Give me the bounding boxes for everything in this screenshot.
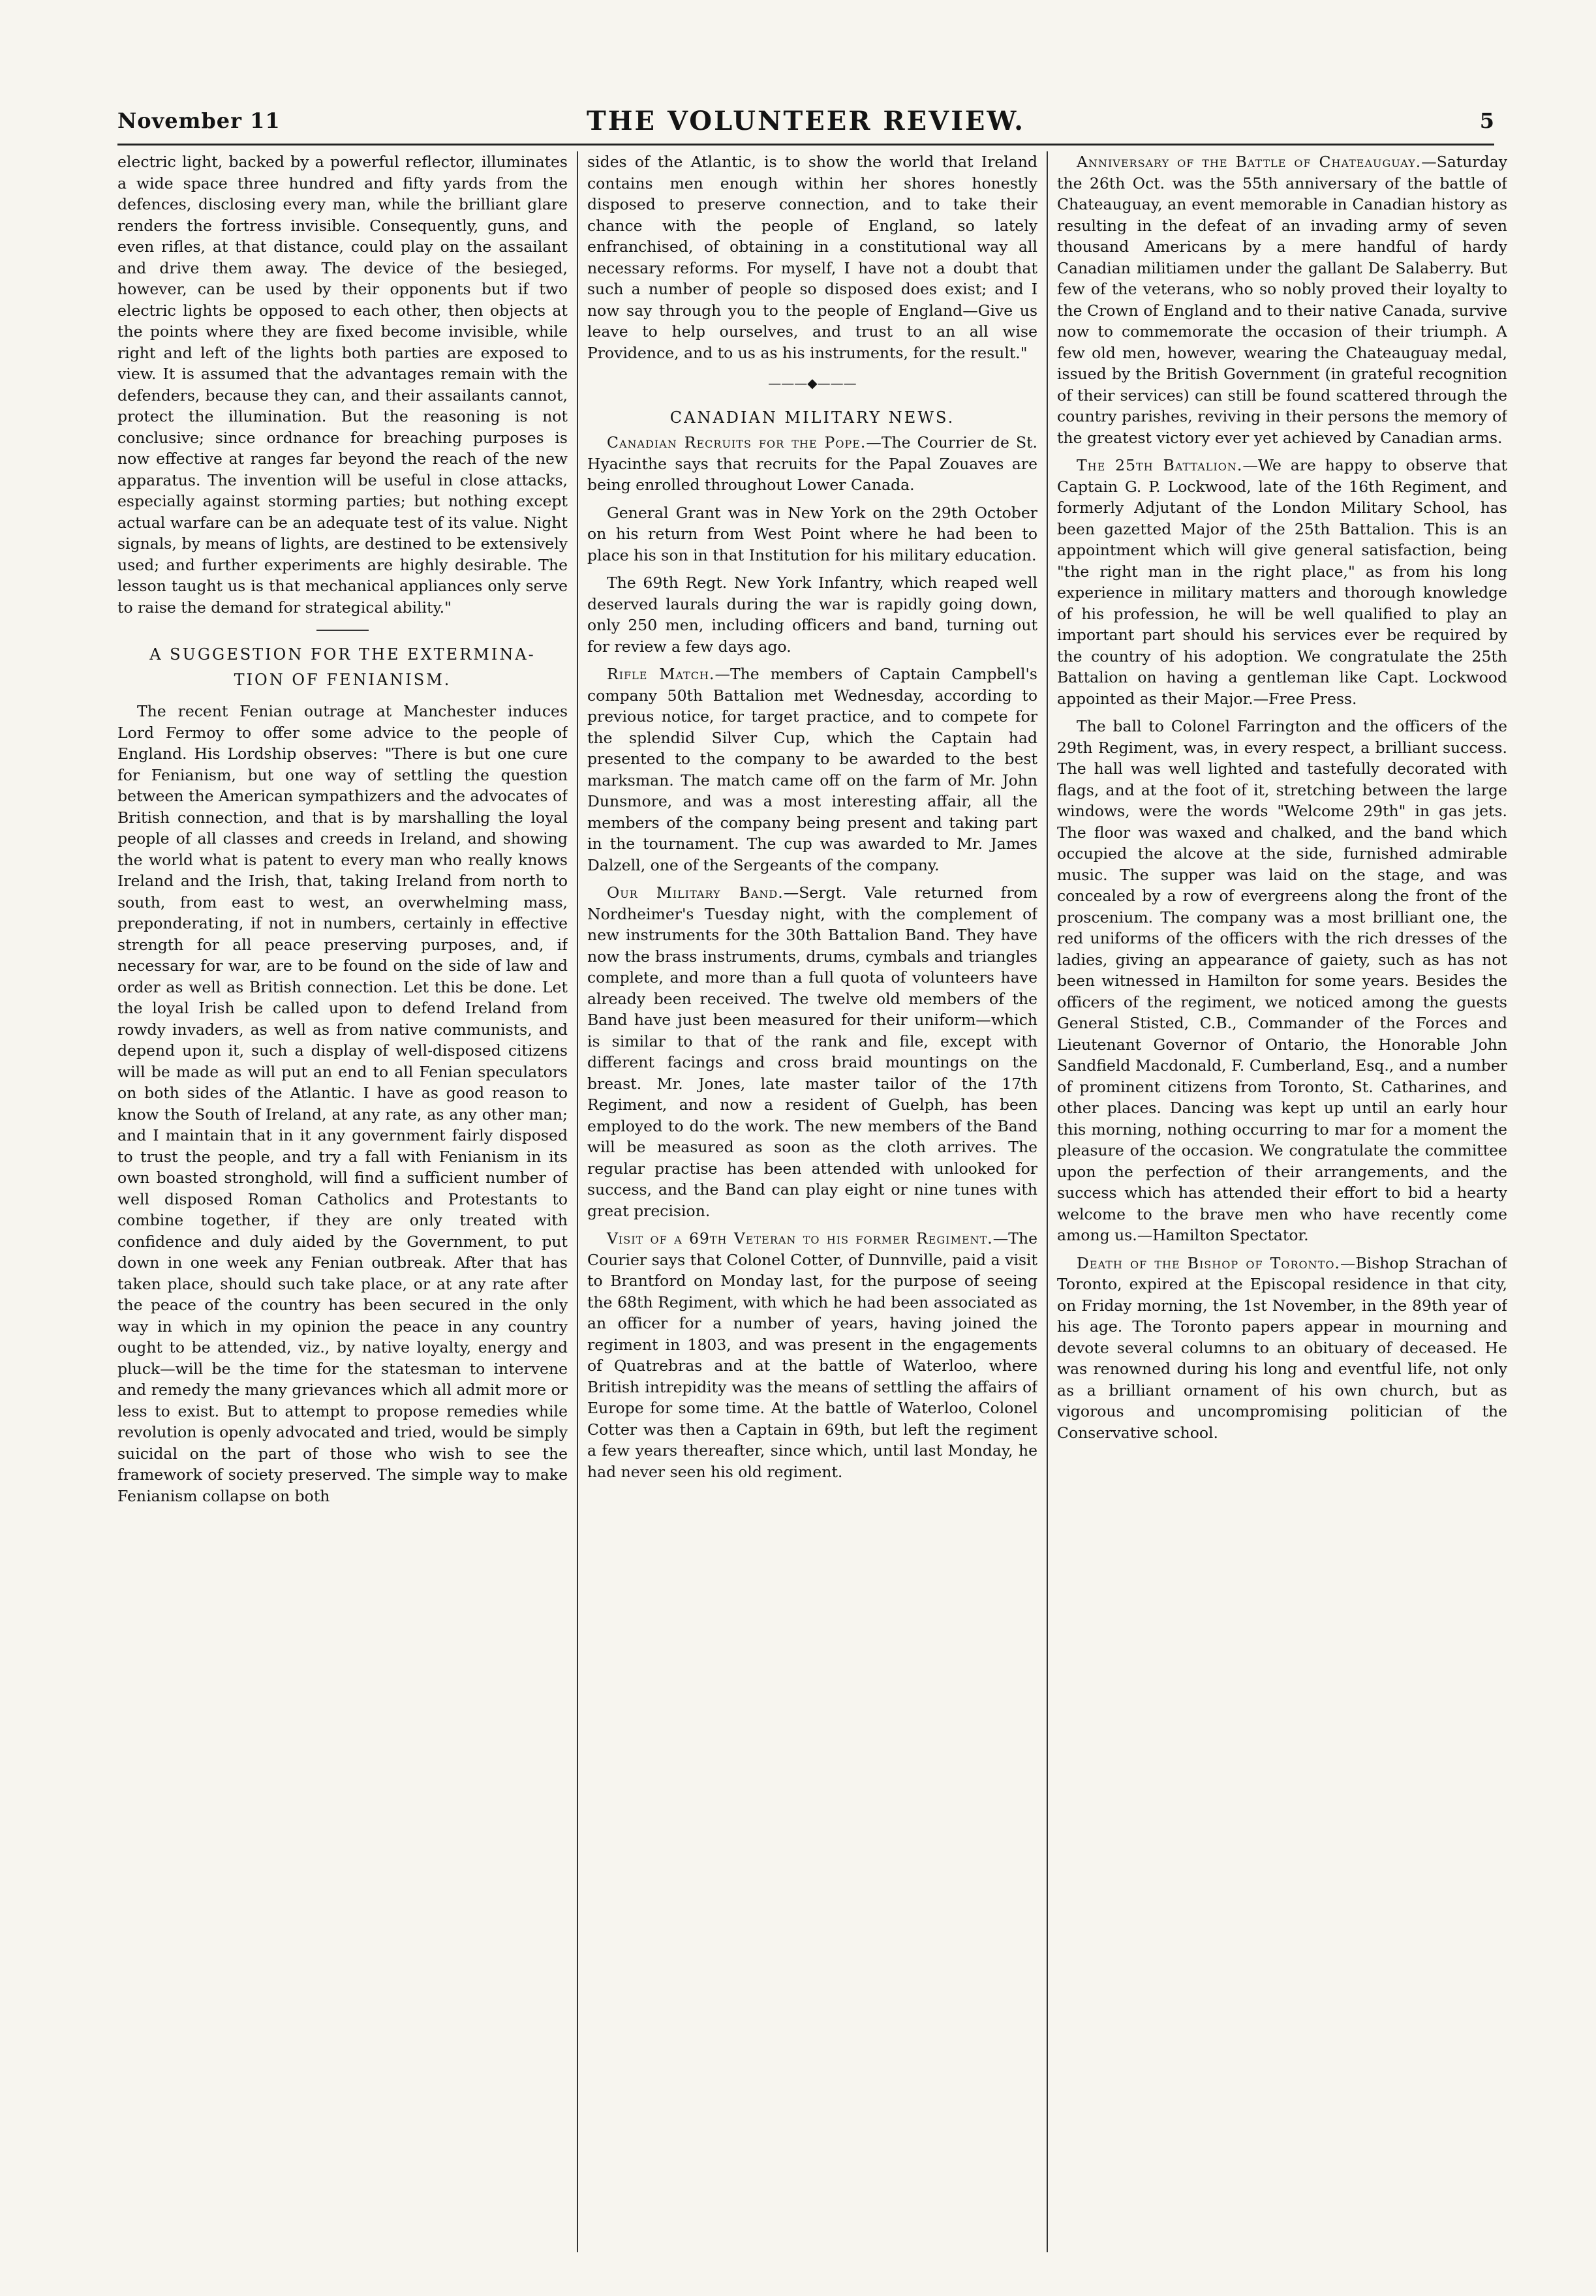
article-heading: A SUGGESTION FOR THE EXTERMINA-	[149, 645, 536, 664]
masthead	[117, 104, 1494, 145]
article-text: electric light, backed by a powerful reflector, illuminates a wide space three hundred and fifty yards from the defences, disclosing every man, while the brilliant glare renders the fortress invisible. Consequently, guns, and even rifles, at that distance, could play on the assailant and drive them away. The device of the besieged, however, can be used by their opponents but if two electric lights be opposed to each other, then objects at the points where they are fixed become invisible, while right and left of the lights both parties are exposed to view. It is assumed that the advantages remain with the defenders, because they can, and their assailants cannot, protect the illumination. But the reasoning is not conclusive; since ordnance for breaching purposes is now effective at ranges far beyond the reach of the new apparatus. The invention will be useful in close attacks, especially against storming parties; but nothing except actual warfare can be an adequate test of its value. Night signals, by means of lights, are destined to be extensively used; and further experiments are highly desirable. The lesson taught us is that mechanical appliances only serve to raise the demand for strategical ability."	[117, 153, 568, 617]
divider	[316, 630, 369, 631]
page-number: 5	[1479, 108, 1494, 133]
news-item: The 69th Regt. New York Infantry, which reaped well deserved laurals during the war is rapidly going down, only 250 men, including officers and band, turning out for review a few days ago.	[587, 574, 1037, 656]
column-rule	[1047, 151, 1048, 2252]
news-item	[587, 1228, 1037, 1482]
article-text: The recent Fenian outrage at Manchester induces Lord Fermoy to offer some advice to the people of England. His Lordship observes: "There is but one cure for Fenianism, but one way of settling the question between the American sympathizers and the advocates of British connection, and that is by marshalling the loyal people of all classes and creeds in Ireland, and showing the world what is patent to every man who really knows Ireland and the Irish, that, taking Ireland from north to south, from east to west, an overwhelming mass, preponderating, if not in numbers, certainly in effective strength for all peace preserving purposes, and, if necessary for war, are to be found on the side of law and order as well as British connection. Let this be done. Let the loyal Irish be called upon to defend Ireland from rowdy invaders, as well as from native communists, and depend upon it, such a display of well-disposed citizens will be made as will put an end to all Fenian speculators on both sides of the Atlantic. I have as good reason to know the South of Ireland, at any rate, as any other man; and I maintain that in it any government fairly disposed to trust the people, and try a fall with Fenianism in its own boasted stronghold, will find a sufficient number of well disposed Roman Catholics and Protestants to combine together, if they are only treated with confidence and duly aided by the Government, to put down in one week any Fenian outbreak. After that has taken place, should such take place, or at any rate after the peace of the country has been secured in the only way in which in my opinion the peace in any country ought to be attended, viz., by native loyalty, energy and pluck—will be the time for the statesman to intervene and remedy the many grievances which all admit more or less to exist. But to attempt to propose remedies while revolution is openly advocated and tried, would be simply suicidal on the part of those who wish to see the framework of society preserved. The simple way to make Fenianism collapse on both	[117, 702, 568, 1505]
article-text: sides of the Atlantic, is to show the world that Ireland contains men enough within her shores honestly disposed to preserve connection, and to take their chance with the people of England, so lately enfranchised, of obtaining in a constitutional way all necessary reforms. For myself, I have not a doubt that such a number of people so disposed does exist; and I now say through you to the people of England—Give us leave to help ourselves, and trust to an all wise Providence, and to us as his instruments, for the result."	[587, 153, 1037, 362]
item-text: —Bishop Strachan of Toronto, expired at the Episcopal residence in that city, on Friday morning, the 1st November, in the 89th year of his age. The Toronto papers appear in mourning and devote several columns to an obituary of deceased. He was renowned during his long and eventful life, not only as a brilliant ornament of his own church, but as vigorous and uncompromising politician of the Conservative school.	[1057, 1253, 1507, 1442]
section-heading: CANADIAN MILITARY NEWS.	[669, 408, 955, 427]
news-item: General Grant was in New York on the 29th October on his return from West Point where he had been to place his son in that Institution for his military education.	[587, 503, 1037, 564]
news-item	[1057, 1253, 1507, 1444]
article-heading: TION OF FENIANISM.	[234, 670, 452, 689]
item-lead: Rifle Match.	[607, 665, 715, 683]
item-lead: The 25th Battalion.	[1077, 456, 1243, 474]
item-text: —The Courrier de St. Hyacinthe says that recruits for the Papal Zouaves are being enrolled throughout Lower Canada.	[587, 433, 1037, 494]
item-text: —Sergt. Vale returned from Nordheimer's Tuesday night, with the complement of new instruments for the 30th Battalion Band. They have now the brass instruments, drums, cymbals and triangles complete, and more than a full quota of volunteers have already been received. The twelve old members of the Band have just been measured for their uniform—which is similar to that of the rank and file, except with different facings and cross braid mountings on the breast. Mr. Jones, late master tailor of the 17th Regiment, and now a resident of Guelph, has been employed to do the work. The new members of the Band will be measured as soon as the cloth arrives. The regular practise has been attended with unlooked for success, and the Band can play eight or nine tunes with great precision.	[587, 883, 1037, 1220]
item-text: —Saturday the 26th Oct. was the 55th anniversary of the battle of Chateauguay, an event memorable in Canadian history as resulting in the defeat of an invading army of seven thousand Americans by a mere handful of hardy Canadian militiamen under the gallant De Salaberry. But few of the veterans, who so nobly proved their loyalty to the Crown of England and to their native Canada, survive now to commemorate the occasion of their triumph. A few old men, however, wearing the Chateauguay medal, issued by the British Government (in grateful recognition of their services) can still be found scattered through the country parishes, reviving in their persons the memory of the greatest victory ever yet achieved by Canadian arms.	[1057, 153, 1507, 447]
news-item	[587, 882, 1037, 1221]
item-lead: Visit of a 69th Veteran to his former Regiment.	[607, 1229, 993, 1247]
issue-date: November 11	[117, 108, 281, 133]
column-rule	[577, 151, 578, 2252]
item-text: —We are happy to observe that Captain G. P. Lockwood, late of the 16th Regiment, and formerly Adjutant of the London Military School, has been gazetted Major of the 25th Battalion. This is an appointment which will give general satisfaction, being "the right man in the right place," as from his long experience in military matters and thorough knowledge of his profession, he will be well qualified to play an important part should his services ever be required by the country of his adoption. We congratulate the 25th Battalion on having a gentleman like Capt. Lockwood appointed as their Major.—Free Press.	[1057, 456, 1507, 708]
item-text: —The Courier says that Colonel Cotter, of Dunnville, paid a visit to Brantford on Monday last, for the purpose of seeing the 68th Regiment, with which he had been associated as an officer for a number of years, having joined the regiment in 1803, and was present in the engagements of Quatrebras and at the battle of Waterloo, where British intrepidity was the means of settling the affairs of Europe for some time. At the battle of Waterloo, Colonel Cotter was then a Captain in 69th, but left the regiment a few years thereafter, since which, until last Monday, he had never seen his old regiment.	[587, 1229, 1037, 1481]
column-2	[587, 151, 1037, 2252]
column-3	[1057, 151, 1507, 2252]
news-item: The ball to Colonel Farrington and the officers of the 29th Regiment, was, in every respect, a brilliant success. The hall was well lighted and tastefully decorated with flags, and at the foot of it, stretching between the large windows, were the words "Welcome 29th" in gas jets. The floor was waxed and chalked, and the band which occupied the alcove at the side, furnished admirable music. The supper was laid on the stage, and was concealed by a row of evergreens along the front of the proscenium. The company was a most brilliant one, the red uniforms of the officers with the rich dresses of the ladies, giving an appearance of gaiety, such as has not been witnessed in Hamilton for some years. Besides the officers of the regiment, we noticed among the guests General Stisted, C.B., Commander of the Forces and Lieutenant Governor of Ontario, the Honorable John Sandfield Macdonald, F. Cumberland, Esq., and a number of prominent citizens from Toronto, St. Catharines, and other places. Dancing was kept up until an early hour this morning, nothing occurring to mar for a moment the pleasure of the occasion. We congratulate the committee upon the perfection of their arrangements, and the success which has attended their effort to bid a hearty welcome to the brave men who have recently come among us.—Hamilton Spectator.	[1057, 717, 1507, 1244]
item-lead: Canadian Recruits for the Pope.	[607, 433, 867, 452]
item-lead: Our Military Band.	[607, 883, 784, 902]
news-item	[587, 664, 1037, 876]
column-1	[117, 151, 568, 2252]
news-item	[1057, 151, 1507, 448]
newspaper-title: THE VOLUNTEER REVIEW.	[586, 106, 1026, 136]
item-text: —The members of Captain Campbell's company 50th Battalion met Wednesday, according to previous notice, for target practice, and to compete for the splendid Silver Cup, which the Captain had presented to the company to be awarded to the best marksman. The match came off on the farm of Mr. John Dunsmore, and was a most interesting affair, all the members of the company being present and taking part in the tournament. The cup was awarded to Mr. James Dalzell, one of the Sergeants of the company.	[587, 665, 1037, 874]
item-lead: Anniversary of the Battle of Chateauguay.	[1077, 153, 1422, 171]
news-item	[1057, 455, 1507, 709]
news-item	[587, 432, 1037, 496]
item-lead: Death of the Bishop of Toronto.	[1077, 1253, 1340, 1272]
divider: ———◆———	[768, 375, 857, 391]
